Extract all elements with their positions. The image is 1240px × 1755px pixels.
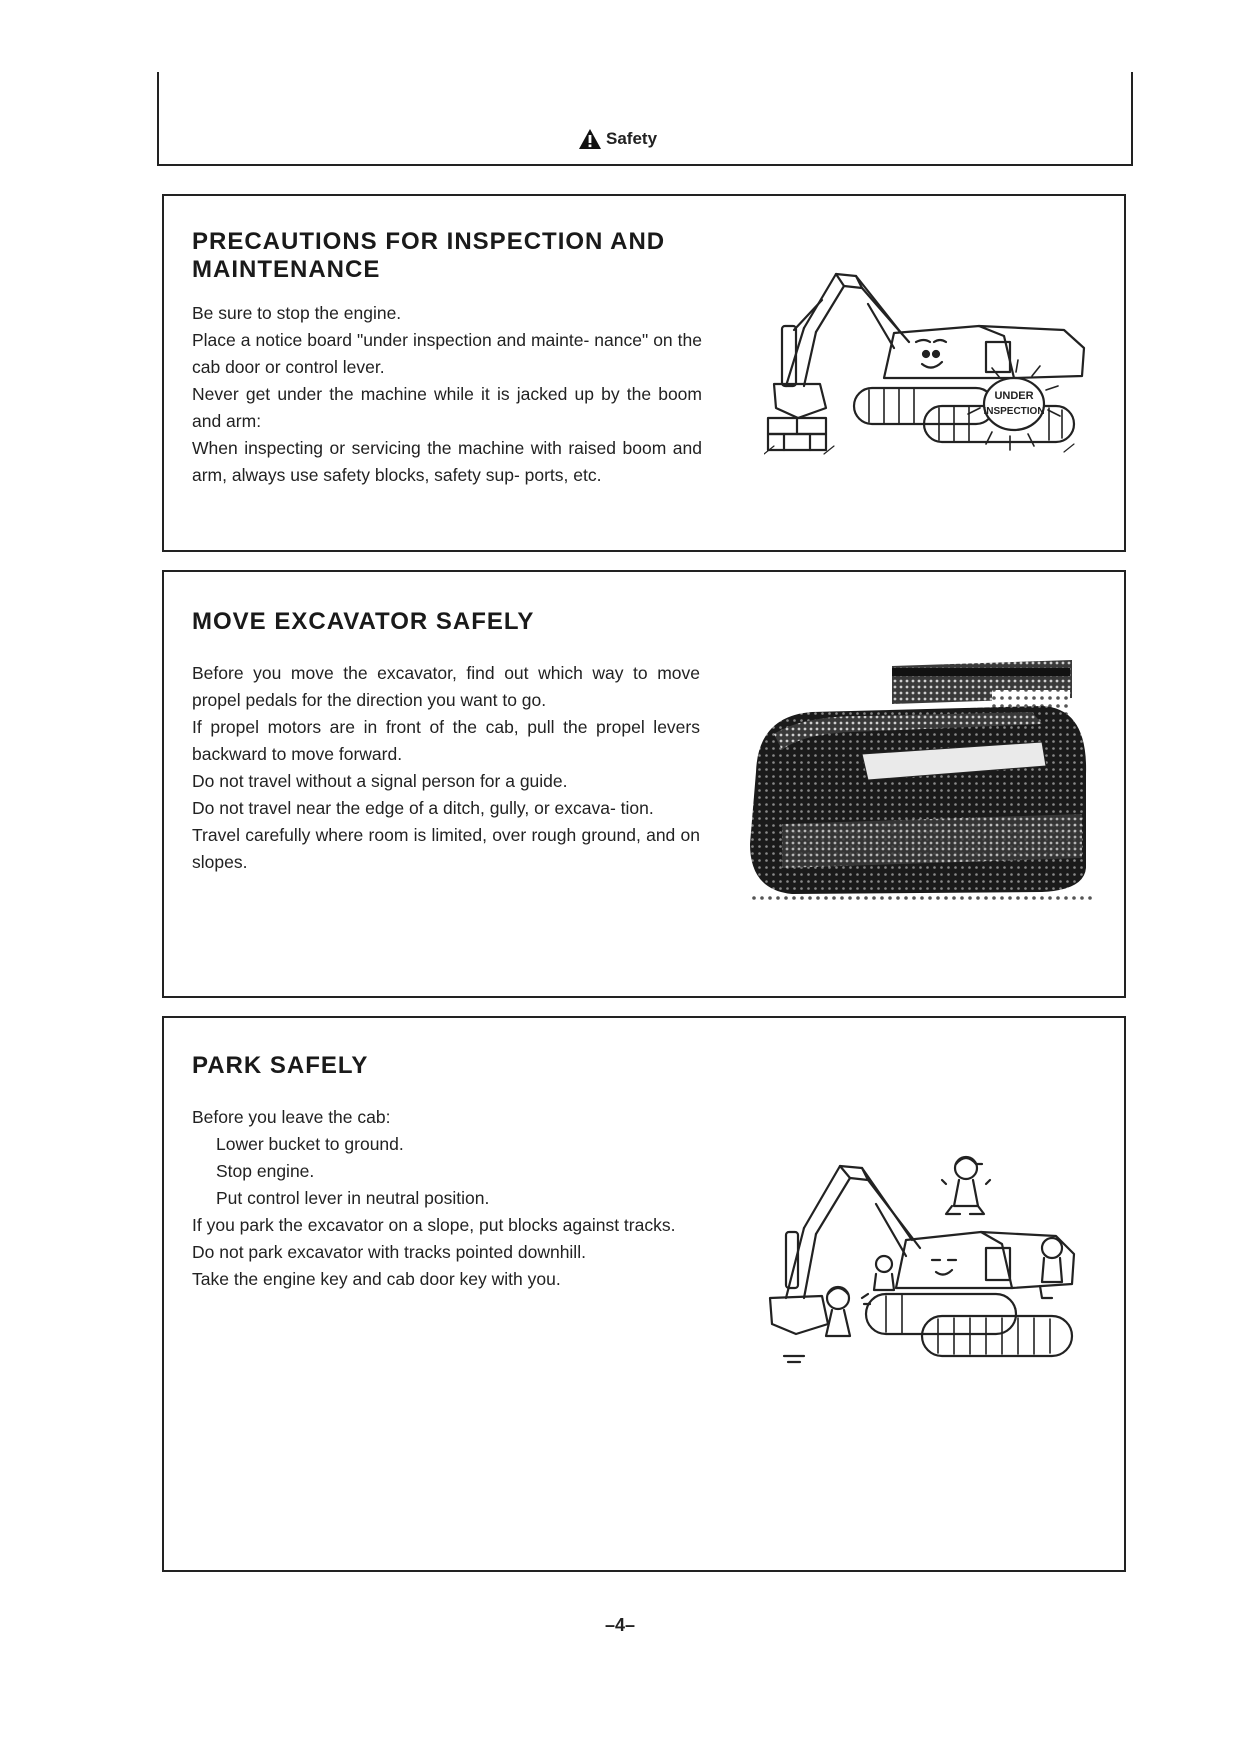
- page-number: –4–: [604, 1615, 636, 1635]
- paragraph: Travel carefully where room is limited, over rough ground, and on slopes.: [192, 825, 700, 872]
- section-title: PRECAUTIONS FOR INSPECTION AND MAINTENANCE: [192, 228, 666, 283]
- inspection-maintenance-section: [162, 194, 1126, 552]
- paragraph: When inspecting or servicing the machine with raised boom and arm, always use safety blocks, safety sup- ports, etc.: [192, 438, 702, 485]
- paragraph: If you park the excavator on a slope, put blocks against tracks.: [192, 1215, 676, 1235]
- excavator-track-photo: [742, 654, 1094, 904]
- paragraph: Never get under the machine while it is jacked up by the boom and arm:: [192, 384, 702, 431]
- paragraph: Before you leave the cab:: [192, 1107, 391, 1127]
- paragraph: Lower bucket to ground.: [216, 1134, 404, 1154]
- section-body: [192, 660, 700, 876]
- paragraph: Put control lever in neutral position.: [216, 1188, 490, 1208]
- paragraph: Be sure to stop the engine.: [192, 303, 402, 323]
- warning-triangle-icon: [578, 128, 602, 150]
- sign-text-line1: UNDER: [994, 390, 1034, 402]
- section-title: MOVE EXCAVATOR SAFELY: [192, 608, 535, 635]
- header-frame: [157, 72, 1133, 166]
- paragraph: Do not travel near the edge of a ditch, gully, or excava- tion.: [192, 798, 654, 818]
- paragraph: Do not travel without a signal person for a guide.: [192, 771, 568, 791]
- section-body: [192, 1104, 704, 1293]
- excavator-under-inspection-illustration: [764, 258, 1094, 478]
- section-body: [192, 300, 702, 489]
- paragraph: Place a notice board "under inspection and mainte- nance" on the cab door or control lever.: [192, 330, 702, 377]
- parked-excavator-illustration: [756, 1148, 1086, 1398]
- paragraph: Before you move the excavator, find out which way to move propel pedals for the direction you want to go.: [192, 663, 700, 710]
- paragraph: If propel motors are in front of the cab, pull the propel levers backward to move forward.: [192, 717, 700, 764]
- move-excavator-section: [162, 570, 1126, 998]
- section-label: Safety: [606, 129, 658, 148]
- section-header: [578, 128, 657, 150]
- sign-text-line2: INSPECTION: [983, 406, 1045, 417]
- paragraph: Do not park excavator with tracks pointed downhill.: [192, 1242, 586, 1262]
- paragraph: Take the engine key and cab door key with you.: [192, 1269, 561, 1289]
- paragraph: Stop engine.: [216, 1161, 315, 1181]
- section-title: PARK SAFELY: [192, 1052, 369, 1079]
- park-safely-section: [162, 1016, 1126, 1572]
